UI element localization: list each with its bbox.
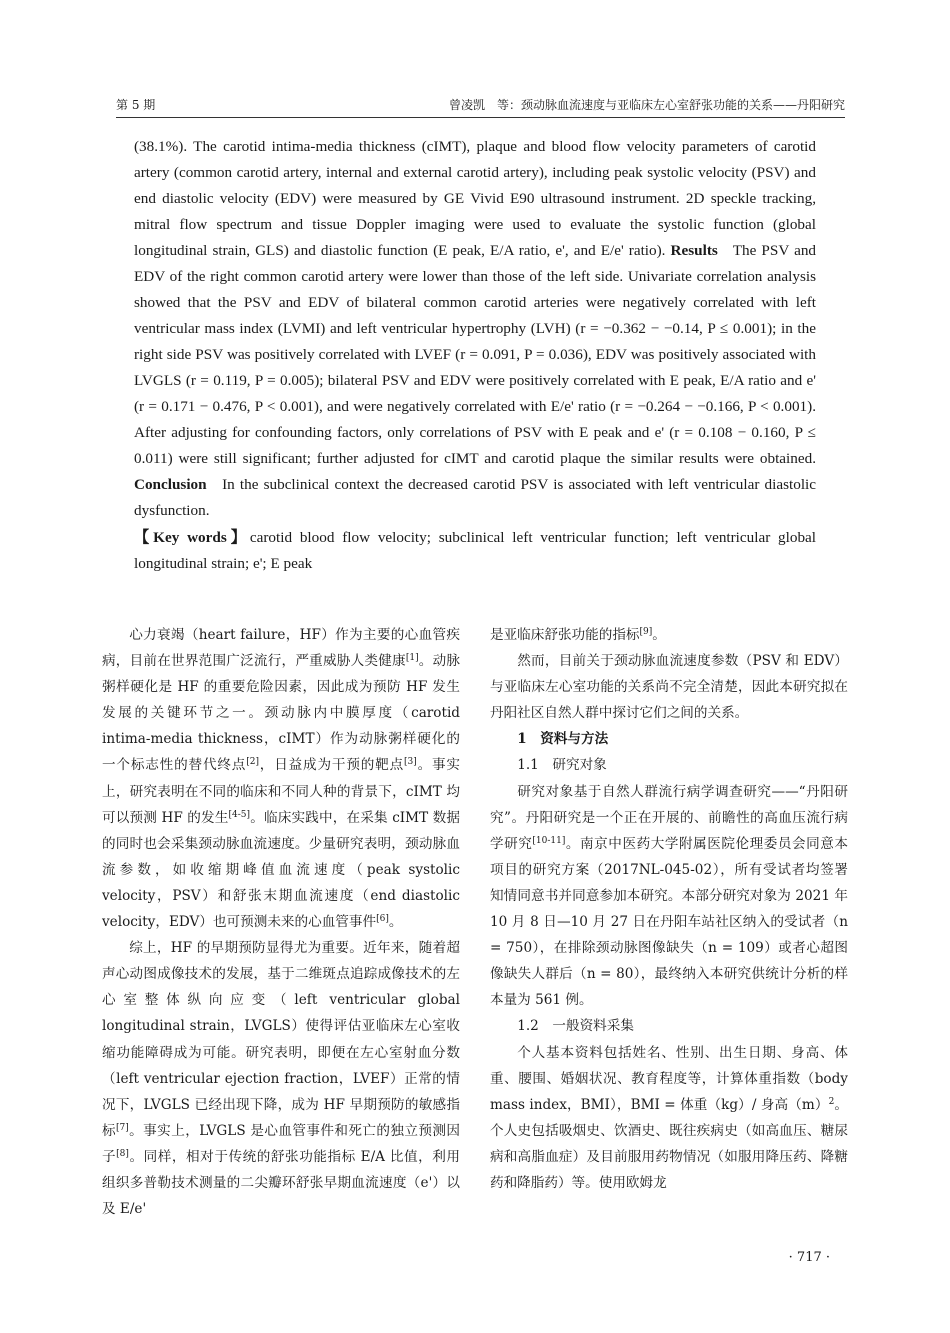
citation-1[interactable]: [1] [405,653,419,664]
intro-paragraph-1: 心力衰竭（heart failure，HF）作为主要的心血管疾病，目前在世界范围广泛流行，严重威胁人类健康[1]。动脉粥样硬化是 HF 的重要危险因素，因此成为预防 HF 发生发展的关键环节之一。颈动脉内中膜厚度（carotid intima-media thickness，cIMT）作为动脉粥样硬化的一个标志性的替代终点[2]，日益成为干预的靶点[3]。事实上，研究表明在不同的临床和不同人种的背景下，cIMT 均可以预测 HF 的发生[4-5]。临床实践中，在采集 cIMT 数据的同时也会采集颈动脉血流速度。少量研究表明，颈动脉血流参数，如收缩期峰值血流速度（peak systolic velocity，PSV）和舒张末期血流速度（end diastolic velocity，EDV）也可预测未来的心血管事件[6]。 [102,627,461,931]
citation-2[interactable]: [2] [246,757,259,768]
running-title: 曾凌凯 等：颈动脉血流速度与亚临床左心室舒张功能的关系——丹阳研究 [448,98,845,112]
citation-10-11[interactable]: [10-11] [532,835,566,846]
left-column [102,622,460,1222]
abstract-results-text: The PSV and EDV of the right common carotid artery were lower than those of the left side. Univariate correlation analysis showed that the PSV and EDV of bilateral common carotid arteries were negatively correlated with left ventricular mass index (LVMI) and left ventricular hypertrophy (LVH) (r = −0.362 − −0.14, P ≤ 0.001); in the right side PSV was positively correlated with LVEF (r = 0.091, P = 0.036), EDV was positively associated with LVGLS (r = 0.119, P = 0.005); bilateral PSV and EDV were positively correlated with E peak, E/A ratio and e' (r = 0.171 − 0.476, P < 0.001), and were negatively correlated with E/e' ratio (r = −0.264 − −0.166, P < 0.001). After adjusting for confounding factors, only correlations of PSV with E peak and e' (r = 0.108 − 0.160, P ≤ 0.011) were still significant; further adjusted for cIMT and carotid plaque the similar results were obtained. [134,242,817,467]
header-rule [116,117,845,118]
keywords [134,525,816,577]
right-column [490,622,848,1196]
section-heading-methods: 1 资料与方法 [517,731,609,748]
citation-8[interactable]: [8] [116,1148,129,1159]
citation-7[interactable]: [7] [116,1122,129,1133]
general-data-paragraph: 个人基本资料包括姓名、性别、出生日期、身高、体重、腰围、婚姻状况、教育程度等，计算体重指数（body mass index，BMI），BMI = 体重（kg）/ 身高$(m)^2$。个人史包括吸烟史、饮酒史、既往疾病史（如高血压、糖尿病和高脂血症）及目前服用药物情况（如服用降压药、降糖药和降脂药）等。使用欧姆龙 [490,1044,848,1191]
subsection-heading-subjects: 1.1 研究对象 [517,757,607,774]
page-number: · 717 · [788,1250,830,1265]
citation-3[interactable]: [3] [404,757,417,768]
citation-9[interactable]: [9] [639,627,653,637]
keywords-text: carotid blood flow velocity; subclinical left ventricular function; left ventricular global longitudinal strain; e'; E peak [134,529,816,572]
citation-6[interactable]: [6] [376,914,389,925]
abstract-conclusion-text: In the subclinical context the decreased carotid PSV is associated with left ventricular diastolic dysfunction. [134,476,817,519]
intro-continuation: 是亚临床舒张功能的指标[9]。 [490,627,666,643]
keywords-label: 【Key words】 [134,529,250,546]
superscript-2: 2 [828,1096,835,1107]
intro-paragraph-2: 综上，HF 的早期预防显得尤为重要。近年来，随着超声心动图成像技术的发展，基于二维斑点追踪成像技术的左心室整体纵向应变（left ventricular global longitudinal strain，LVGLS）使得评估亚临床左心室收缩功能障碍成为可能。研究表明，即便在左心室射血分数（left ventricular ejection fraction，LVEF）正常的情况下，LVGLS 已经出现下降，成为 HF 早期预防的敏感指标[7]。事实上，LVGLS 是心血管事件和死亡的独立预测因子[8]。同样，相对于传统的舒张功能指标 E/A 比值，利用组织多普勒技术测量的二尖瓣环舒张早期血流速度（e'）以及 E/e' [102,940,461,1218]
results-label: Results [670,242,718,259]
subjects-paragraph: 研究对象基于自然人群流行病学调查研究——“丹阳研究”。丹阳研究是一个正在开展的、前瞻性的高血压流行病学研究[10-11]。南京中医药大学附属医院伦理委员会同意本项目的研究方案（2017NL-045-02），所有受试者均签署知情同意书并同意参加本研究。本部分研究对象为 2021 年 10 月 8 日—10 月 27 日在丹阳车站社区纳入的受试者（n = 750），在排除颈动脉图像缺失（n = 109）或者心超图像缺失人群后（n = 80），最终纳入本研究供统计分析的样本量为 561 例。 [490,783,849,1009]
abstract-methods-text: (38.1%). The carotid intima-media thickness (cIMT), plaque and blood flow velocity parameters of carotid artery (common carotid artery, internal and external carotid artery), including peak systolic velocity (PSV) and end diastolic velocity (EDV) were measured by GE Vivid E90 ultrasound instrument. 2D speckle tracking, mitral flow spectrum and tissue Doppler imaging were used to evaluate the systolic function (global longitudinal strain, GLS) and diastolic function (E peak, E/A ratio, e', and E/e' ratio). [134,138,816,259]
english-abstract [134,134,816,577]
intro-paragraph-3: 然而，目前关于颈动脉血流速度参数（PSV 和 EDV）与亚临床左心室功能的关系尚不完全清楚，因此本研究拟在丹阳社区自然人群中探讨它们之间的关系。 [490,653,848,722]
conclusion-label: Conclusion [134,476,207,493]
citation-4-5[interactable]: [4-5] [228,809,251,820]
journal-issue: 第 5 期 [116,98,156,112]
subsection-heading-general-data: 1.2 一般资料采集 [517,1018,634,1035]
